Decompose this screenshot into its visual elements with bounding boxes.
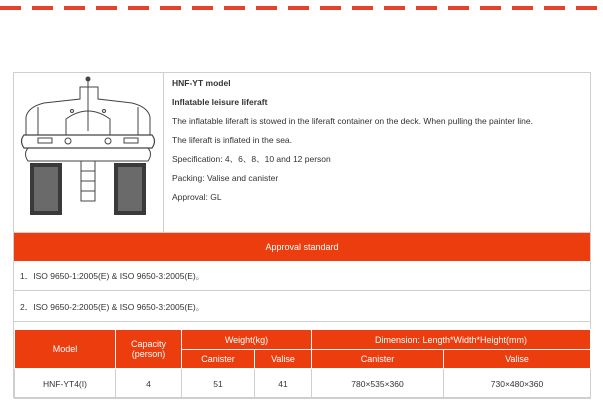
product-specification: Specification: 4、6、8、10 and 12 person	[172, 154, 331, 164]
cell-capacity: 4	[116, 369, 182, 399]
liferaft-drawing-icon	[14, 73, 163, 232]
product-info-table	[13, 72, 591, 398]
cell-model: HNF-YT4(I)	[15, 369, 116, 399]
product-info-row	[14, 73, 590, 233]
cell-dim-canister: 780×535×360	[312, 369, 444, 399]
decorative-dashed-line	[0, 6, 603, 10]
product-description	[172, 77, 587, 210]
table-row	[15, 369, 591, 399]
header-weight-canister: Canister	[182, 350, 255, 369]
product-description-2: The liferaft is inflated in the sea.	[172, 135, 293, 145]
cell-weight-valise: 41	[255, 369, 312, 399]
cell-weight-canister: 51	[182, 369, 255, 399]
header-weight-valise: Valise	[255, 350, 312, 369]
header-dim-canister: Canister	[312, 350, 444, 369]
product-name: Inflatable leisure liferaft	[172, 97, 268, 107]
approval-standard-item-1: 1．ISO 9650-1:2005(E) & ISO 9650-3:2005(E)。	[14, 261, 590, 291]
spec-table	[14, 329, 591, 399]
liferaft-image-cell	[14, 73, 164, 232]
header-dim-valise: Valise	[444, 350, 591, 369]
product-approval: Approval: GL	[172, 192, 222, 202]
cell-dim-valise: 730×480×360	[444, 369, 591, 399]
product-packing: Packing: Valise and canister	[172, 173, 279, 183]
header-capacity: Capacity (person)	[116, 330, 182, 369]
approval-standard-item-2: 2．ISO 9650-2:2005(E) & ISO 9650-3:2005(E)。	[14, 292, 590, 322]
product-description-1: The inflatable liferaft is stowed in the liferaft container on the deck. When pulling the painter line.	[172, 116, 533, 126]
header-weight: Weight(kg)	[182, 330, 312, 350]
approval-standard-header: Approval standard	[14, 233, 590, 261]
product-model-line: HNF-YT model	[172, 78, 231, 88]
header-dimension: Dimension: Length*Width*Height(mm)	[312, 330, 591, 350]
header-model: Model	[15, 330, 116, 369]
